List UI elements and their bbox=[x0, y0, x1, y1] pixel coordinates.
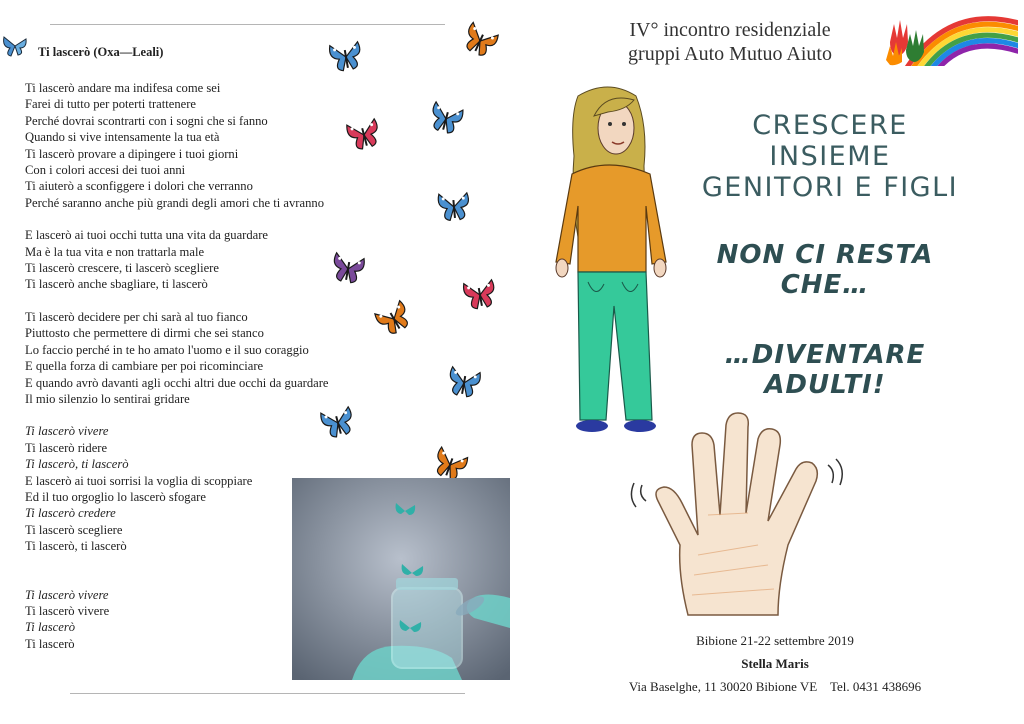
stanza-gap bbox=[25, 571, 329, 587]
orange-butterfly-icon bbox=[457, 18, 504, 64]
poem-line: Ti lascerò andare ma indifesa come sei bbox=[25, 81, 221, 95]
poem-line: E lascerò ai tuoi occhi tutta una vita da guardare bbox=[25, 228, 269, 243]
pink-butterfly-icon bbox=[342, 114, 386, 156]
poem-line: E lascerò ai tuoi sorrisi la voglia di scoppiare bbox=[25, 473, 253, 488]
blue-butterfly-icon bbox=[424, 98, 468, 140]
blue-butterfly-icon bbox=[443, 363, 484, 403]
purple-butterfly-icon bbox=[327, 249, 368, 289]
poem-line: Ma è la tua vita e non trattarla male bbox=[25, 244, 205, 259]
event-dates: Bibione 21-22 settembre 2019 bbox=[696, 633, 854, 648]
poem-body bbox=[25, 80, 329, 652]
waving-hand-illustration bbox=[628, 405, 858, 627]
blue-butterfly-icon bbox=[435, 188, 474, 225]
poem-line: Perché dovrai scontrarti con i sogni che si fanno bbox=[25, 113, 268, 128]
girl-illustration bbox=[548, 86, 674, 436]
poem-line: Ti lascerò bbox=[25, 636, 75, 651]
poem-title: Ti lascerò (Oxa—Leali) bbox=[38, 45, 164, 59]
poem-line: Ti lascerò bbox=[25, 620, 76, 635]
headline-line5: CHE… bbox=[780, 270, 870, 300]
blue-butterfly-icon bbox=[325, 37, 366, 77]
headline-non-ci-resta bbox=[690, 240, 960, 300]
poem-line: Il mio silenzio lo sentirai gridare bbox=[25, 391, 190, 406]
poem-line: Farei di tutto per poterti trattenere bbox=[25, 97, 196, 112]
poem-line: Con i colori accesi dei tuoi anni bbox=[25, 163, 186, 178]
poem-line: Piuttosto che permettere di dirmi che sei stanco bbox=[25, 326, 264, 341]
blue-butterfly-icon bbox=[2, 33, 28, 59]
top-divider bbox=[50, 24, 445, 25]
bottom-divider bbox=[70, 693, 465, 694]
poem-line: Ti lascerò vivere bbox=[25, 587, 109, 602]
poem-line: Ti lascerò, ti lascerò bbox=[25, 539, 127, 554]
rainbow-hands-logo bbox=[884, 2, 1018, 66]
butterfly-jar-photo bbox=[292, 478, 510, 680]
stanza-gap bbox=[25, 407, 329, 423]
orange-butterfly-icon bbox=[370, 295, 418, 342]
poem-line: Ti lascerò crescere, ti lascerò scegliere bbox=[25, 261, 219, 276]
event-title-line2: gruppi Auto Mutuo Aiuto bbox=[628, 43, 832, 65]
pink-butterfly-icon bbox=[459, 275, 500, 315]
headline-line7: ADULTI! bbox=[764, 370, 886, 400]
poem-line: Ti lascerò anche sbagliare, ti lascerò bbox=[25, 277, 208, 292]
poem-line: Ti lascerò vivere bbox=[25, 603, 110, 618]
stanza-gap bbox=[25, 555, 329, 571]
headline-line2: INSIEME bbox=[769, 141, 891, 172]
headline-line4: NON CI RESTA bbox=[716, 240, 934, 270]
headline-line6: …DIVENTARE bbox=[724, 340, 926, 370]
event-title bbox=[585, 18, 875, 66]
poem-line: Perché saranno anche più grandi degli amori che ti avranno bbox=[25, 195, 324, 210]
headline-diventare-adulti bbox=[690, 340, 960, 400]
event-title-line1: IV° incontro residenziale bbox=[629, 19, 831, 41]
poem-line: Ti lascerò provare a dipingere i tuoi giorni bbox=[25, 146, 239, 161]
headline-line3: GENITORI E FIGLI bbox=[701, 172, 959, 203]
poem-line: E quella forza di cambiare per poi ricominciare bbox=[25, 359, 264, 374]
venue-name: Stella Maris bbox=[741, 656, 809, 671]
stanza-gap bbox=[25, 293, 329, 309]
poem-line: Ti lascerò scegliere bbox=[25, 522, 123, 537]
poem-line: Ti lascerò credere bbox=[25, 506, 116, 521]
poem-line: E quando avrò davanti agli occhi altri due occhi da guardare bbox=[25, 375, 329, 390]
poem-line: Ti lascerò, ti lascerò bbox=[25, 457, 129, 472]
poem-line: Ti lascerò vivere bbox=[25, 424, 109, 439]
poem-line: Quando si vive intensamente la tua età bbox=[25, 130, 220, 145]
blue-butterfly-icon bbox=[316, 402, 360, 444]
venue-address: Via Baselghe, 11 30020 Bibione VE Tel. 0431 438696 bbox=[628, 679, 922, 694]
headline-crescere bbox=[690, 110, 970, 203]
poem-line: Ed il tuo orgoglio lo lascerò sfogare bbox=[25, 489, 206, 504]
headline-line1: CRESCERE bbox=[752, 110, 908, 141]
poem-line: Ti lascerò decidere per chi sarà al tuo fianco bbox=[25, 309, 248, 324]
poem-line: Lo faccio perché in te ho amato l'uomo e il suo coraggio bbox=[25, 342, 309, 357]
poem-line: Ti lascerò ridere bbox=[25, 440, 108, 455]
poem-line: Ti aiuterò a sconfiggere i dolori che verranno bbox=[25, 179, 253, 194]
stanza-gap bbox=[25, 211, 329, 227]
